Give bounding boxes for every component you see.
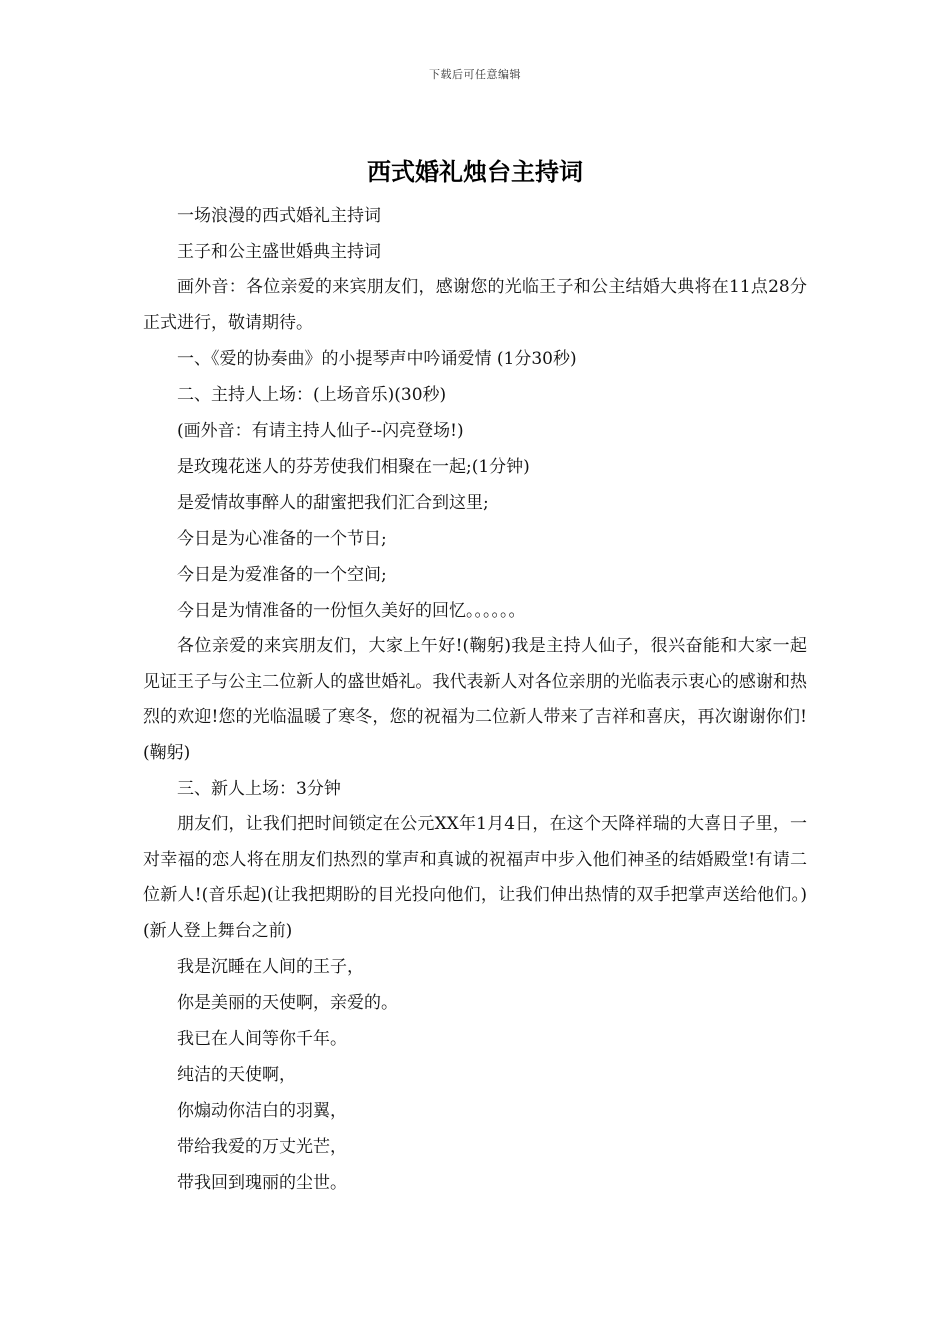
paragraph: 你煽动你洁白的羽翼， bbox=[177, 1101, 347, 1121]
paragraph: 王子和公主盛世婚典主持词 bbox=[177, 242, 381, 262]
paragraph: (画外音：有请主持人仙子--闪亮登场!) bbox=[177, 421, 464, 441]
header-note: 下载后可任意编辑 bbox=[429, 68, 521, 81]
paragraph: 今日是为情准备的一份恒久美好的回忆。。。。。。 bbox=[177, 601, 526, 621]
paragraph: 你是美丽的天使啊，亲爱的。 bbox=[177, 993, 398, 1013]
paragraph: 带给我爱的万丈光芒， bbox=[177, 1137, 347, 1157]
paragraph: 三、新人上场：3分钟 bbox=[177, 779, 341, 799]
paragraph: 是玫瑰花迷人的芬芳使我们相聚在一起;(1分钟) bbox=[177, 457, 530, 477]
paragraph: 二、主持人上场：(上场音乐)(30秒) bbox=[177, 385, 447, 405]
paragraph: 纯洁的天使啊， bbox=[177, 1065, 296, 1085]
paragraph: 一、《爱的协奏曲》的小提琴声中吟诵爱情 (1分30秒) bbox=[177, 349, 577, 369]
paragraph: 各位亲爱的来宾朋友们，大家上午好!(鞠躬)我是主持人仙子，很兴奋能和大家一起见证王子与公主二位新人的盛世婚礼。我代表新人对各位亲朋的光临表示衷心的感谢和热烈的欢迎!您的光临温暖了寒冬，您的祝福为二位新人带来了吉祥和喜庆，再次谢谢你们!(鞠躬) bbox=[143, 636, 807, 763]
paragraph: 画外音：各位亲爱的来宾朋友们，感谢您的光临王子和公主结婚大典将在11点28分正式进行，敬请期待。 bbox=[143, 277, 807, 333]
paragraph: 是爱情故事醉人的甜蜜把我们汇合到这里; bbox=[177, 493, 489, 513]
paragraph: 我已在人间等你千年。 bbox=[177, 1029, 347, 1049]
paragraph: 我是沉睡在人间的王子， bbox=[177, 957, 364, 977]
paragraph: 一场浪漫的西式婚礼主持词 bbox=[177, 206, 381, 226]
paragraph: 朋友们，让我们把时间锁定在公元XX年1月4日，在这个天降祥瑞的大喜日子里，一对幸福的恋人将在朋友们热烈的掌声和真诚的祝福声中步入他们神圣的结婚殿堂!有请二位新人!(音乐起)(让我把期盼的目光投向他们，让我们伸出热情的双手把掌声送给他们。)(新人登上舞台之前) bbox=[143, 814, 807, 941]
paragraph: 带我回到瑰丽的尘世。 bbox=[177, 1173, 347, 1193]
paragraph: 今日是为心准备的一个节日; bbox=[177, 529, 387, 549]
paragraph: 今日是为爱准备的一个空间; bbox=[177, 565, 387, 585]
document-title: 西式婚礼烛台主持词 bbox=[367, 157, 583, 186]
document-body bbox=[143, 198, 807, 1201]
